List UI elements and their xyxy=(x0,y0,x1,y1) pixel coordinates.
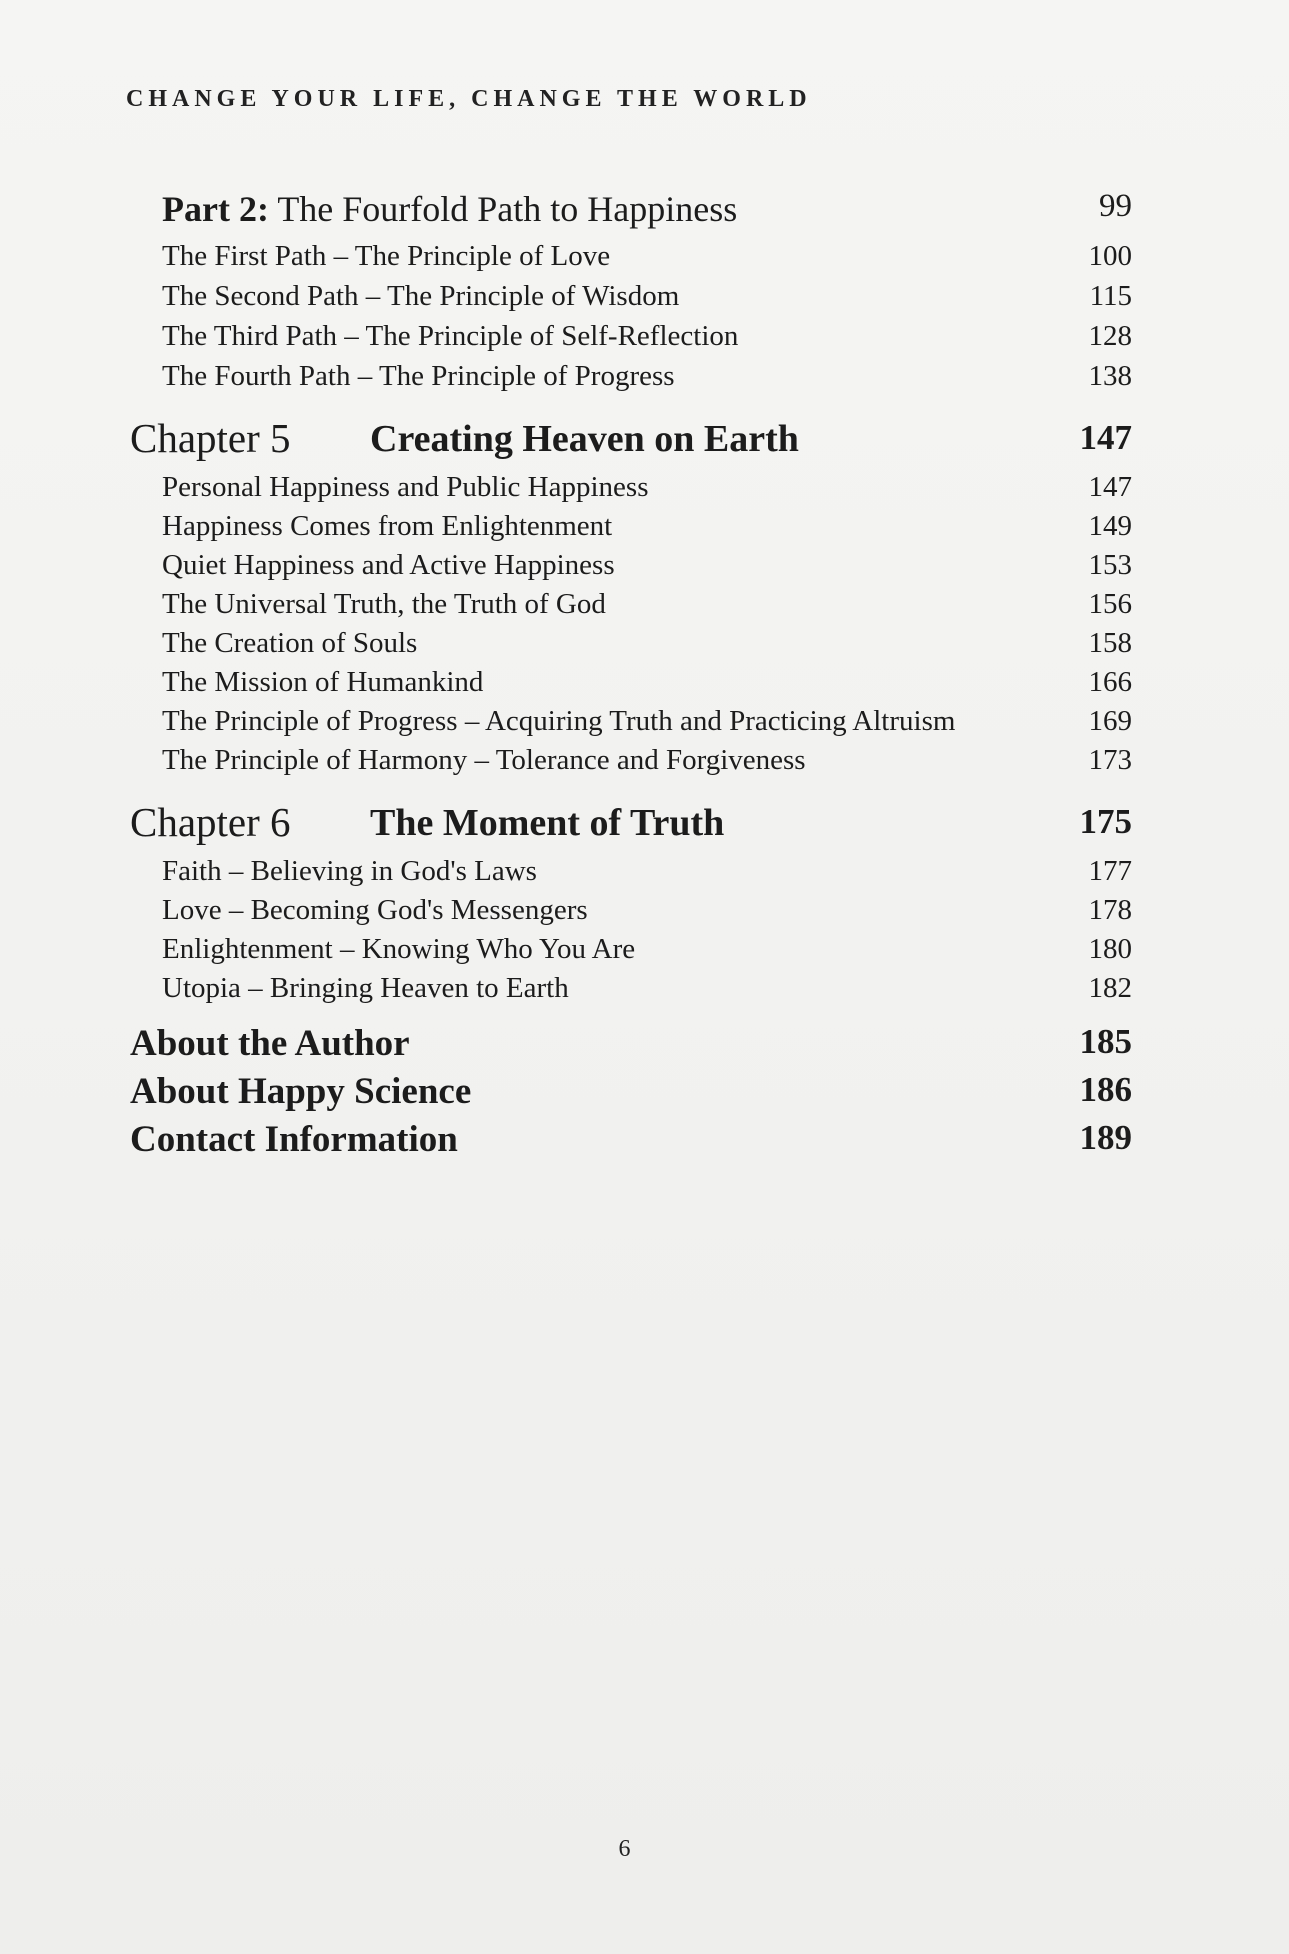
toc-part-2[interactable] xyxy=(162,188,1132,232)
page-number: 100 xyxy=(1088,240,1132,272)
entry-title: Enlightenment – Knowing Who You Are xyxy=(162,933,636,965)
page-number: 166 xyxy=(1088,666,1132,698)
page-number: 153 xyxy=(1088,549,1132,581)
entry-title: Personal Happiness and Public Happiness xyxy=(162,471,649,503)
page-number: 147 xyxy=(1079,418,1132,457)
page-number: 173 xyxy=(1088,744,1132,776)
toc-entry[interactable] xyxy=(162,972,1132,1008)
entry-title: Happiness Comes from Enlightenment xyxy=(162,510,613,542)
page-number: 178 xyxy=(1088,894,1132,926)
toc-entry[interactable] xyxy=(162,280,1132,316)
entry-title: Love – Becoming God's Messengers xyxy=(162,894,588,926)
chapter-title: The Moment of Truth xyxy=(370,802,725,844)
toc-entry[interactable] xyxy=(162,360,1132,396)
page-number: 186 xyxy=(1079,1070,1132,1109)
toc-about-happy-science[interactable] xyxy=(130,1070,1132,1114)
entry-title: The Creation of Souls xyxy=(162,627,418,659)
page-number: 138 xyxy=(1088,360,1132,392)
toc-entry[interactable] xyxy=(162,933,1132,969)
entry-title: Faith – Believing in God's Laws xyxy=(162,855,537,887)
toc-entry[interactable] xyxy=(162,240,1132,276)
page-number: 158 xyxy=(1088,627,1132,659)
toc-entry[interactable] xyxy=(162,471,1132,507)
entry-title: Contact Information xyxy=(130,1119,458,1160)
toc-entry[interactable] xyxy=(162,320,1132,356)
entry-title: The Third Path – The Principle of Self-Reflection xyxy=(162,320,739,352)
toc-entry[interactable] xyxy=(162,588,1132,624)
toc-entry[interactable] xyxy=(162,744,1132,780)
toc-chapter-6[interactable] xyxy=(130,798,1132,848)
part-heading xyxy=(162,188,737,230)
chapter-title: Creating Heaven on Earth xyxy=(370,418,799,460)
entry-title: The Fourth Path – The Principle of Progress xyxy=(162,360,675,392)
entry-title: The Universal Truth, the Truth of God xyxy=(162,588,606,620)
page-number: 177 xyxy=(1088,855,1132,887)
entry-title: The First Path – The Principle of Love xyxy=(162,240,611,272)
entry-title: The Mission of Humankind xyxy=(162,666,484,698)
page-number: 189 xyxy=(1079,1118,1132,1157)
entry-title: The Principle of Harmony – Tolerance and Forgiveness xyxy=(162,744,806,776)
part-title: The Fourfold Path to Happiness xyxy=(277,189,738,229)
part-label: Part 2: xyxy=(162,189,269,229)
page-number: 169 xyxy=(1088,705,1132,737)
toc-entry[interactable] xyxy=(162,894,1132,930)
toc-contact-information[interactable] xyxy=(130,1118,1132,1162)
page-number: 147 xyxy=(1088,471,1132,503)
toc-about-author[interactable] xyxy=(130,1022,1132,1066)
toc-entry[interactable] xyxy=(162,510,1132,546)
toc-entry[interactable] xyxy=(162,705,1132,741)
entry-title: The Principle of Progress – Acquiring Truth and Practicing Altruism xyxy=(162,705,956,737)
page-number: 185 xyxy=(1079,1022,1132,1061)
page-number: 99 xyxy=(1099,188,1132,224)
entry-title: The Second Path – The Principle of Wisdom xyxy=(162,280,680,312)
chapter-label: Chapter 6 xyxy=(130,799,291,845)
page-number: 182 xyxy=(1088,972,1132,1004)
entry-title: Quiet Happiness and Active Happiness xyxy=(162,549,615,581)
entry-title: Utopia – Bringing Heaven to Earth xyxy=(162,972,569,1004)
page-number: 180 xyxy=(1088,933,1132,965)
toc-chapter-5[interactable] xyxy=(130,414,1132,464)
running-head: CHANGE YOUR LIFE, CHANGE THE WORLD xyxy=(126,86,812,112)
toc-entry[interactable] xyxy=(162,627,1132,663)
page-number: 115 xyxy=(1089,280,1132,312)
page-number: 156 xyxy=(1088,588,1132,620)
chapter-label: Chapter 5 xyxy=(130,415,291,461)
page-number: 149 xyxy=(1088,510,1132,542)
page-number: 128 xyxy=(1088,320,1132,352)
page-number: 175 xyxy=(1079,802,1132,841)
entry-title: About the Author xyxy=(130,1023,410,1064)
toc-entry[interactable] xyxy=(162,549,1132,585)
page-folio: 6 xyxy=(618,1836,631,1862)
toc-entry[interactable] xyxy=(162,666,1132,702)
toc-entry[interactable] xyxy=(162,855,1132,891)
entry-title: About Happy Science xyxy=(130,1071,472,1112)
